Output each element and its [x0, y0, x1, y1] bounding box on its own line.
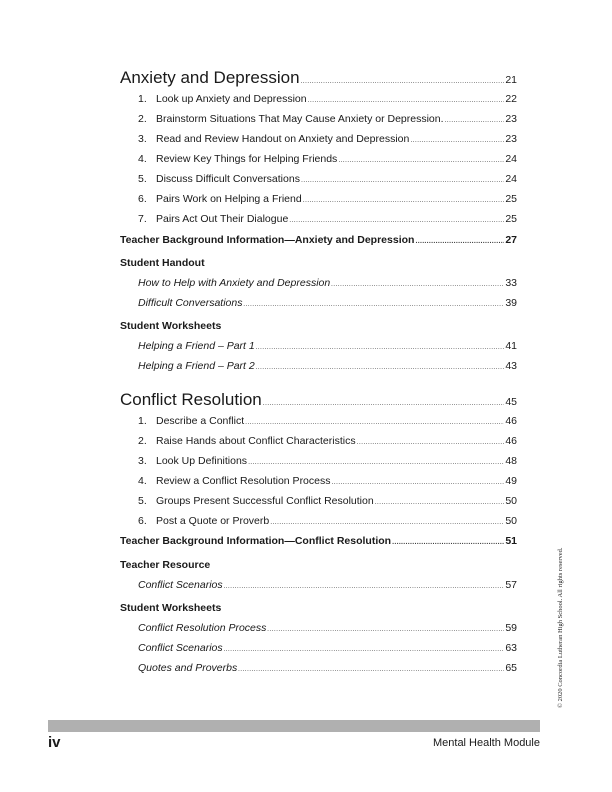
dot-leader [392, 539, 504, 546]
entry-label: Conflict Scenarios [138, 642, 223, 654]
page-number: 46 [505, 415, 517, 427]
copyright-notice: © 2020 Concordia Lutheran High School. All rights reserved. [557, 547, 564, 708]
page-number: 63 [505, 642, 517, 654]
entry-label: Conflict Resolution Process [138, 622, 267, 634]
item-number: 4. [138, 153, 147, 165]
item-label: Groups Present Successful Conflict Resolution [156, 495, 374, 507]
toc-item [120, 515, 517, 527]
entry-label: How to Help with Anxiety and Depression [138, 277, 331, 289]
dot-leader [332, 479, 505, 486]
page-number: 25 [505, 213, 517, 225]
page-number: 45 [505, 396, 517, 408]
dot-leader [248, 459, 504, 466]
item-label: Discuss Difficult Conversations [156, 173, 300, 185]
page-number: 50 [505, 515, 517, 527]
item-label: Describe a Conflict [156, 415, 245, 427]
toc-item [120, 495, 517, 507]
page-number: 33 [505, 277, 517, 289]
item-label: Review Key Things for Helping Friends [156, 153, 338, 165]
section-heading-conflict-resolution [120, 390, 517, 410]
entry-label: Teacher Background Information—Conflict Resolution [120, 535, 392, 547]
page-number: 65 [505, 662, 517, 674]
page-number: 43 [505, 360, 517, 372]
item-label: Look up Anxiety and Depression [156, 93, 307, 105]
footer-module-title: Mental Health Module [432, 737, 540, 749]
dot-leader [267, 626, 504, 633]
item-label: Read and Review Handout on Anxiety and Depression [156, 133, 410, 145]
item-number: 1. [138, 93, 147, 105]
item-label: Review a Conflict Resolution Process [156, 475, 331, 487]
toc-item [120, 193, 517, 205]
page-number: 41 [505, 340, 517, 352]
dot-leader [375, 499, 505, 506]
item-number: 6. [138, 193, 147, 205]
item-number: 4. [138, 475, 147, 487]
page-number: 22 [505, 93, 517, 105]
page-number: 46 [505, 435, 517, 447]
teacher-background-entry [120, 535, 517, 547]
item-label: Post a Quote or Proverb [156, 515, 270, 527]
item-label: Raise Hands about Conflict Characteristics [156, 435, 356, 447]
page-number: 51 [505, 535, 517, 547]
toc-entry [120, 297, 517, 309]
dot-leader [270, 519, 504, 526]
toc-entry [120, 360, 517, 372]
dot-leader [308, 97, 505, 104]
toc-item [120, 455, 517, 467]
dot-leader [338, 157, 504, 164]
dot-leader [224, 583, 505, 590]
page-number: 27 [505, 234, 517, 246]
group-heading: Teacher Resource [120, 559, 211, 571]
page-number: 50 [505, 495, 517, 507]
item-number: 1. [138, 415, 147, 427]
toc-item [120, 415, 517, 427]
dot-leader [245, 419, 504, 426]
toc-item [120, 475, 517, 487]
item-number: 7. [138, 213, 147, 225]
dot-leader [410, 137, 504, 144]
toc-item [120, 213, 517, 225]
item-label: Look Up Definitions [156, 455, 248, 467]
group-heading: Student Worksheets [120, 602, 222, 614]
toc-item [120, 435, 517, 447]
page-number: 25 [505, 193, 517, 205]
entry-label: Conflict Scenarios [138, 579, 223, 591]
toc-item [120, 133, 517, 145]
dot-leader [263, 400, 505, 407]
toc-entry [120, 579, 517, 591]
entry-label: Quotes and Proverbs [138, 662, 238, 674]
toc-entry [120, 622, 517, 634]
dot-leader [243, 301, 504, 308]
group-heading: Student Handout [120, 257, 205, 269]
dot-leader [256, 344, 505, 351]
toc-entry [120, 642, 517, 654]
dot-leader [301, 177, 504, 184]
dot-leader [301, 78, 505, 85]
item-label: Brainstorm Situations That May Cause Anxiety or Depression. [156, 113, 444, 125]
toc-item [120, 173, 517, 185]
page-number: 23 [505, 133, 517, 145]
dot-leader [256, 364, 505, 371]
section-title: Anxiety and Depression [120, 68, 300, 87]
page-number: 24 [505, 153, 517, 165]
page-number: 23 [505, 113, 517, 125]
group-heading: Student Worksheets [120, 320, 222, 332]
toc-item [120, 113, 517, 125]
page-number: 24 [505, 173, 517, 185]
entry-label: Difficult Conversations [138, 297, 243, 309]
toc-entry [120, 340, 517, 352]
page-number: 49 [505, 475, 517, 487]
toc-item [120, 93, 517, 105]
entry-label: Helping a Friend – Part 1 [138, 340, 255, 352]
item-number: 3. [138, 455, 147, 467]
page-number: 57 [505, 579, 517, 591]
toc-item [120, 153, 517, 165]
dot-leader [224, 646, 505, 653]
footer-rule [48, 720, 540, 732]
toc-entry [120, 277, 517, 289]
page-number: 48 [505, 455, 517, 467]
dot-leader [289, 217, 504, 224]
dot-leader [331, 281, 504, 288]
page-number: 39 [505, 297, 517, 309]
item-number: 6. [138, 515, 147, 527]
dot-leader [415, 238, 504, 245]
item-number: 5. [138, 173, 147, 185]
page-number: 21 [505, 74, 517, 86]
item-number: 3. [138, 133, 147, 145]
page-number: 59 [505, 622, 517, 634]
section-heading-anxiety-depression [120, 68, 517, 88]
item-number: 2. [138, 113, 147, 125]
item-label: Pairs Act Out Their Dialogue [156, 213, 289, 225]
item-label: Pairs Work on Helping a Friend [156, 193, 302, 205]
dot-leader [357, 439, 505, 446]
footer-page-number: iv [48, 734, 61, 751]
entry-label: Teacher Background Information—Anxiety and Depression [120, 234, 415, 246]
toc-entry [120, 662, 517, 674]
dot-leader [445, 117, 505, 124]
item-number: 2. [138, 435, 147, 447]
entry-label: Helping a Friend – Part 2 [138, 360, 255, 372]
section-title: Conflict Resolution [120, 390, 262, 409]
teacher-background-entry [120, 234, 517, 246]
dot-leader [303, 197, 505, 204]
item-number: 5. [138, 495, 147, 507]
dot-leader [238, 666, 504, 673]
